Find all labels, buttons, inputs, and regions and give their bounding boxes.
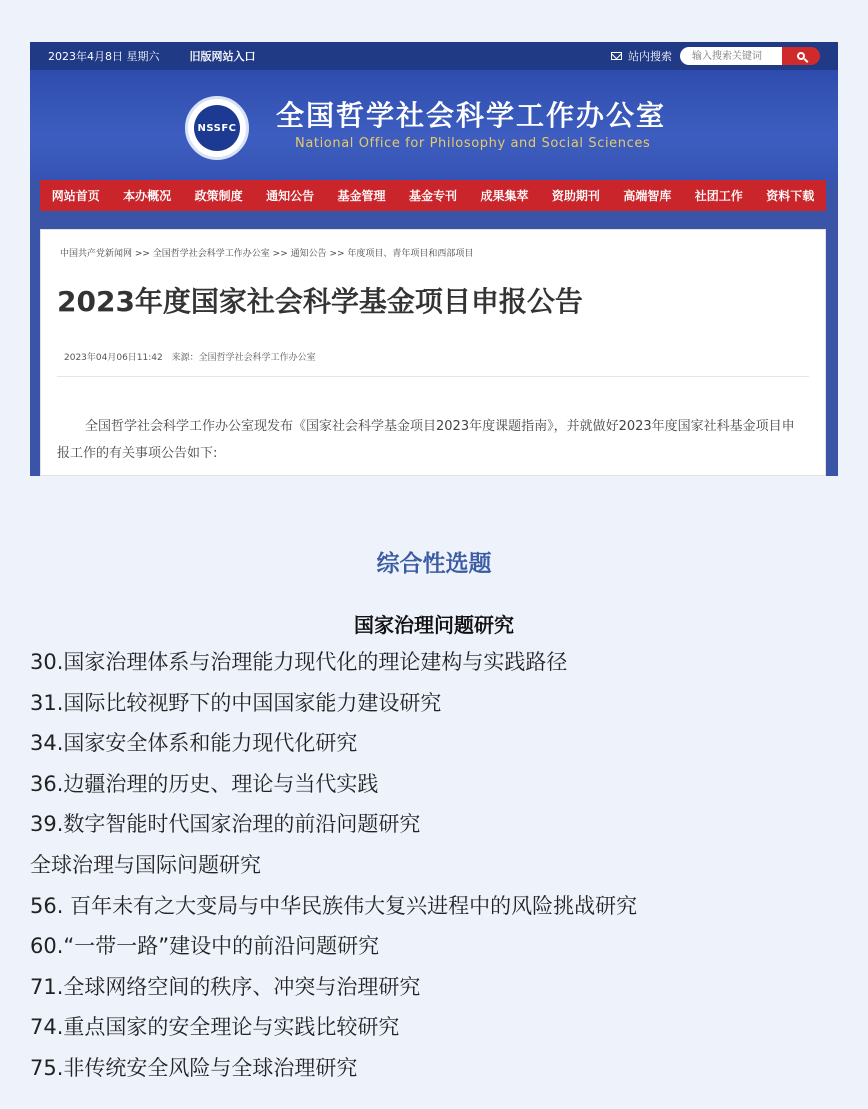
old-site-link[interactable]: 旧版网站入口 [189,50,256,63]
topic-item: 56. 百年未有之大变局与中华民族伟大复兴进程中的风险挑战研究 [30,893,638,918]
topic-list [30,647,860,1094]
topic-item: 36.边疆治理的历史、理论与当代实践 [30,771,379,796]
logo-text: NSSFC [194,105,240,151]
search-box [680,47,820,65]
nav-item[interactable]: 资助期刊 [551,189,600,203]
article-card [40,229,826,476]
top-bar [30,42,838,70]
search-label: 站内搜索 [628,50,672,63]
nav-item[interactable]: 网站首页 [51,189,100,203]
nav-item[interactable]: 资料下载 [766,189,815,203]
current-date: 2023年4月8日 星期六 [48,50,160,63]
article-title: 2023年度国家社会科学基金项目申报公告 [57,285,583,318]
nav-item[interactable]: 高端智库 [623,189,672,203]
nav-item[interactable]: 基金管理 [337,189,386,203]
section-title: 综合性选题 [376,551,492,577]
nav-item[interactable]: 本办概况 [123,189,172,203]
article-meta [64,350,322,363]
nav-item[interactable]: 基金专刊 [408,189,457,203]
topic-item: 74.重点国家的安全理论与实践比较研究 [30,1015,400,1040]
topic-item: 31.国际比较视野下的中国国家能力建设研究 [30,690,442,715]
topic-item: 全球治理与国际问题研究 [30,852,261,877]
site-title-en: National Office for Philosophy and Social Sciences [295,136,651,151]
website-screenshot [30,42,838,476]
search-icon [797,52,805,60]
article-source: 来源：全国哲学社会科学工作办公室 [171,353,316,363]
nav-item[interactable]: 通知公告 [266,189,315,203]
topic-item: 34.国家安全体系和能力现代化研究 [30,731,358,756]
topic-item: 60.“一带一路”建设中的前沿问题研究 [30,934,380,959]
site-title-cn: 全国哲学社会科学工作办公室 [276,99,667,132]
topic-item: 30.国家治理体系与治理能力现代化的理论建构与实践路径 [30,650,568,674]
topic-item: 39.数字智能时代国家治理的前沿问题研究 [30,812,421,837]
nav-item[interactable]: 政策制度 [194,189,243,203]
nav-item[interactable]: 社团工作 [694,189,743,203]
search-input[interactable] [680,47,782,65]
article-datetime: 2023年04月06日11:42 [64,353,163,363]
nav-item[interactable]: 成果集萃 [480,189,529,203]
nssfc-logo[interactable] [185,96,249,160]
topic-item: 75.非传统安全风险与全球治理研究 [30,1055,358,1080]
mail-icon [611,52,622,60]
topic-item: 71.全球网络空间的秩序、冲突与治理研究 [30,974,421,999]
search-button[interactable] [782,47,820,65]
article-intro: 全国哲学社会科学工作办公室现发布《国家社会科学基金项目2023年度课题指南》，并就做好2023年度国家社科基金项目申报工作的有关事项公告如下: [57,419,795,461]
breadcrumb: 中国共产党新闻网 >> 全国哲学社会科学工作办公室 >> 通知公告 >> 年度项目、青年项目和西部项目 [60,249,474,259]
main-nav [40,180,826,211]
divider [57,376,809,377]
site-banner [30,70,838,180]
section-subtitle: 国家治理问题研究 [354,613,514,637]
